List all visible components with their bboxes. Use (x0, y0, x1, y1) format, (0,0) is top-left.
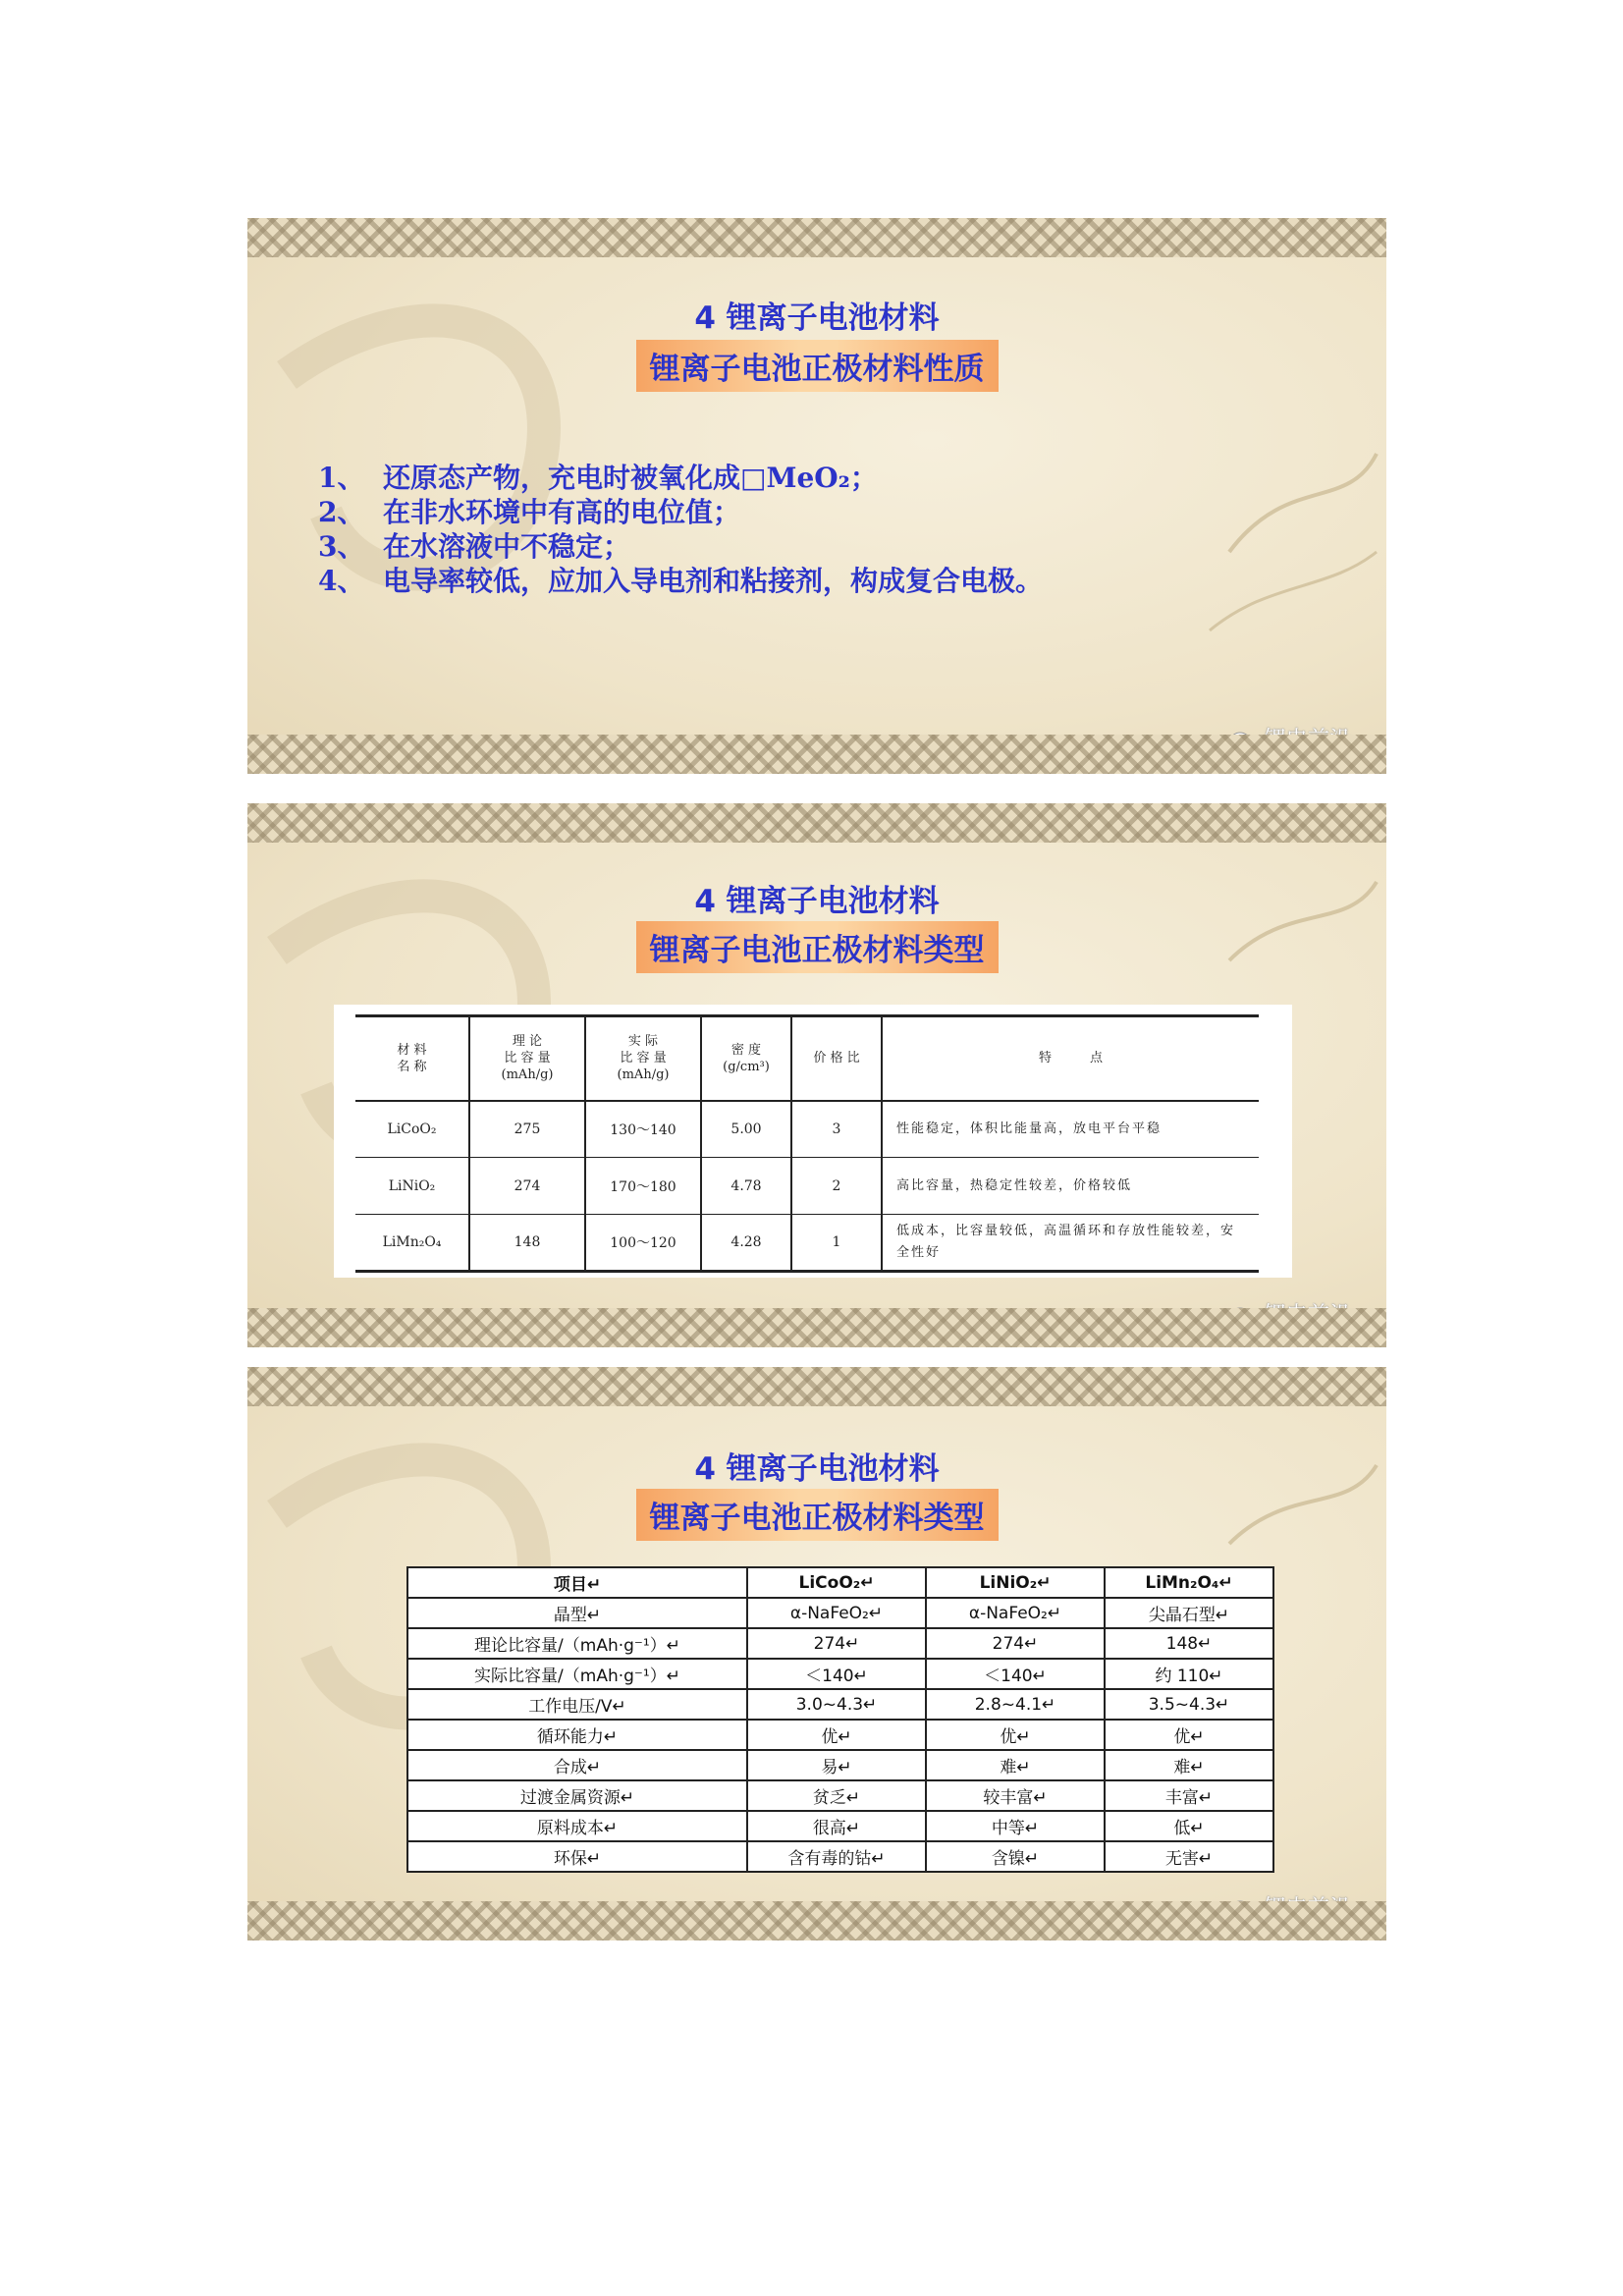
table-cell: 优↵ (1105, 1720, 1273, 1750)
table-cell: 很高↵ (747, 1811, 926, 1841)
table-cell: 3.5~4.3↵ (1105, 1689, 1273, 1720)
cell-actual: 170～180 (585, 1158, 701, 1215)
slide-title: 4 锂离子电池材料 (694, 301, 940, 336)
list-item (318, 495, 1043, 529)
cell-density: 4.28 (701, 1215, 791, 1272)
table-header-row (355, 1016, 1259, 1101)
decorative-border-bottom (247, 1308, 1386, 1347)
cell-actual: 130～140 (585, 1101, 701, 1158)
table-cell: LiCoO₂↵ (747, 1567, 926, 1598)
table-row (407, 1659, 1273, 1689)
table-row (355, 1158, 1259, 1215)
cell-feature: 高比容量，热稳定性较差，价格较低 (882, 1158, 1259, 1215)
cell-feature: 性能稳定，体积比能量高，放电平台平稳 (882, 1101, 1259, 1158)
table-cell: 合成↵ (407, 1750, 747, 1780)
table-row (407, 1811, 1273, 1841)
comparison-table (406, 1566, 1274, 1873)
table-cell: 274↵ (747, 1628, 926, 1659)
table-cell: 原料成本↵ (407, 1811, 747, 1841)
table-cell: 理论比容量/（mAh·g⁻¹）↵ (407, 1628, 747, 1659)
table-cell: 贫乏↵ (747, 1780, 926, 1811)
header-features: 特 点 (882, 1016, 1259, 1101)
table-cell: ＜140↵ (747, 1659, 926, 1689)
table-cell: 工作电压/V↵ (407, 1689, 747, 1720)
table-row (407, 1720, 1273, 1750)
slide-subtitle: 锂离子电池正极材料类型 (636, 1489, 999, 1541)
item-number: 4、 (318, 565, 365, 597)
table-cell: 中等↵ (926, 1811, 1105, 1841)
cathode-material-table (355, 1014, 1259, 1273)
cell-name: LiCoO₂ (387, 1121, 437, 1137)
table-cell: 难↵ (926, 1750, 1105, 1780)
table-cell: 实际比容量/（mAh·g⁻¹）↵ (407, 1659, 747, 1689)
table-cell: α-NaFeO₂↵ (747, 1598, 926, 1628)
slide-types-table (247, 803, 1386, 1347)
table-row (355, 1101, 1259, 1158)
cell-theory: 274 (469, 1158, 585, 1215)
item-text: 在水溶液中不稳定； (383, 530, 631, 563)
table-cell: ＜140↵ (926, 1659, 1105, 1689)
cell-price: 1 (791, 1215, 882, 1272)
cell-theory: 275 (469, 1101, 585, 1158)
table-row (407, 1841, 1273, 1872)
cell-theory: 148 (469, 1215, 585, 1272)
item-number: 3、 (318, 530, 365, 563)
table-cell: 晶型↵ (407, 1598, 747, 1628)
slide-subtitle: 锂离子电池正极材料性质 (636, 340, 999, 392)
table-cell: 3.0~4.3↵ (747, 1689, 926, 1720)
slide-comparison-table (247, 1367, 1386, 1941)
table-cell: 2.8~4.1↵ (926, 1689, 1105, 1720)
table-cell: 无害↵ (1105, 1841, 1273, 1872)
table-row (407, 1780, 1273, 1811)
table-row (407, 1750, 1273, 1780)
item-text: 还原态产物，充电时被氧化成□MeO₂； (383, 462, 878, 494)
table-cell: 优↵ (747, 1720, 926, 1750)
item-number: 1、 (318, 462, 365, 494)
slide-title: 4 锂离子电池材料 (694, 884, 940, 919)
table-cell: 148↵ (1105, 1628, 1273, 1659)
decorative-border-bottom (247, 735, 1386, 774)
table-cell: 低↵ (1105, 1811, 1273, 1841)
table-cell: 较丰富↵ (926, 1780, 1105, 1811)
slide-subtitle-wrap (247, 921, 1386, 973)
list-item (318, 564, 1043, 598)
item-text: 电导率较低，应加入导电剂和粘接剂，构成复合电极。 (383, 565, 1044, 597)
cell-density: 4.78 (701, 1158, 791, 1215)
table-image-area (334, 1005, 1292, 1278)
table-cell: 环保↵ (407, 1841, 747, 1872)
slide-title: 4 锂离子电池材料 (694, 1451, 940, 1487)
table-cell: LiNiO₂↵ (926, 1567, 1105, 1598)
cell-price: 2 (791, 1158, 882, 1215)
table-row (407, 1628, 1273, 1659)
header-material-name: 材 料 名 称 (397, 1042, 427, 1074)
cell-price: 3 (791, 1101, 882, 1158)
slide-properties (247, 218, 1386, 774)
table-cell: 丰富↵ (1105, 1780, 1273, 1811)
slide-subtitle-wrap (247, 1489, 1386, 1541)
table-cell: 274↵ (926, 1628, 1105, 1659)
cell-feature: 低成本，比容量较低，高温循环和存放性能较差，安全性好 (882, 1215, 1259, 1272)
slide-subtitle: 锂离子电池正极材料类型 (636, 921, 999, 973)
header-theoretical-capacity: 理 论 比 容 量 (mAh/g) (469, 1016, 585, 1101)
table-cell: 含有毒的钴↵ (747, 1841, 926, 1872)
slide-subtitle-wrap (247, 340, 1386, 392)
table-header-row (407, 1567, 1273, 1598)
item-number: 2、 (318, 496, 365, 528)
header-density: 密 度 (g/cm³) (701, 1016, 791, 1101)
table-row (407, 1689, 1273, 1720)
list-item (318, 529, 1043, 564)
table-row (355, 1215, 1259, 1272)
decorative-border-top (247, 1367, 1386, 1406)
decorative-border-top (247, 803, 1386, 843)
table-cell: α-NaFeO₂↵ (926, 1598, 1105, 1628)
table-cell: 项目↵ (407, 1567, 747, 1598)
header-price-ratio: 价 格 比 (791, 1016, 882, 1101)
table-cell: 难↵ (1105, 1750, 1273, 1780)
cell-actual: 100～120 (585, 1215, 701, 1272)
item-text: 在非水环境中有高的电位值； (383, 496, 741, 528)
decorative-border-bottom (247, 1901, 1386, 1941)
table-cell: 约 110↵ (1105, 1659, 1273, 1689)
cell-name: LiNiO₂ (388, 1177, 436, 1194)
table-cell: 尖晶石型↵ (1105, 1598, 1273, 1628)
table-cell: 易↵ (747, 1750, 926, 1780)
table-cell: 过渡金属资源↵ (407, 1780, 747, 1811)
table-cell: 优↵ (926, 1720, 1105, 1750)
table-cell: 含镍↵ (926, 1841, 1105, 1872)
table-row (407, 1598, 1273, 1628)
cell-name: LiMn₂O₄ (382, 1234, 442, 1250)
cell-density: 5.00 (701, 1101, 791, 1158)
property-list (318, 461, 1043, 598)
list-item (318, 461, 1043, 495)
table-cell: 循环能力↵ (407, 1720, 747, 1750)
header-actual-capacity: 实 际 比 容 量 (mAh/g) (585, 1016, 701, 1101)
decorative-border-top (247, 218, 1386, 257)
table-cell: LiMn₂O₄↵ (1105, 1567, 1273, 1598)
